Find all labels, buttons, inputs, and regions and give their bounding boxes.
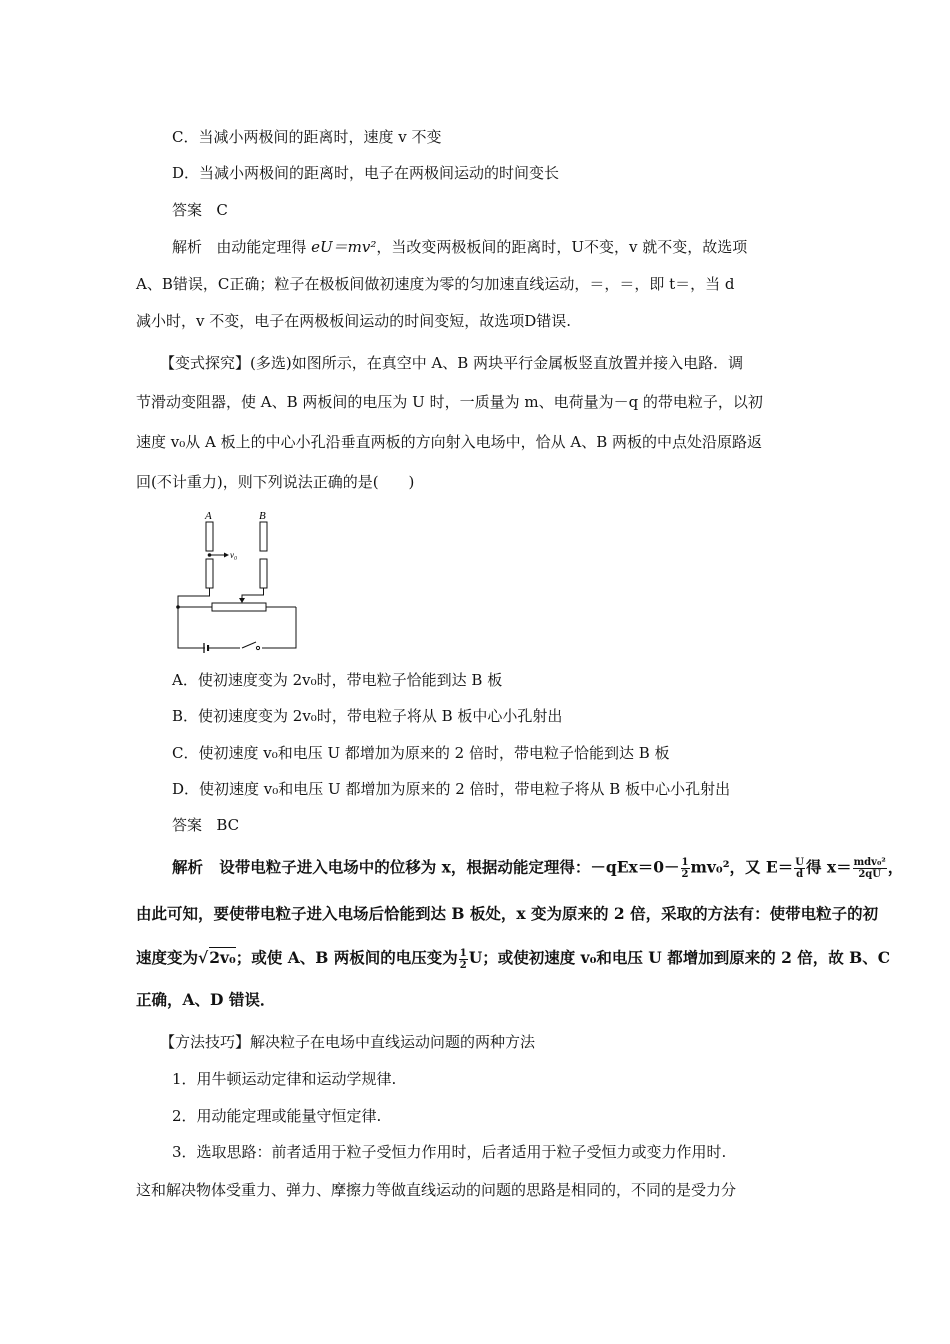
fraction-half: $\frac{1}{2}$ [681, 857, 689, 880]
q1-analysis-line-3: 减小时，v 不变，电子在两极板间运动的时间变短，故选项D错误. [136, 312, 572, 330]
plate-a-lower [206, 559, 213, 588]
switch-contact [256, 646, 259, 649]
answer-label: 答案 [172, 201, 203, 219]
q2-analysis-line-3: 速度变为√2v₀；或使 A、B 两板间的电压变为 $\frac{1}{2}$ U；或使初速度 v₀和电压 U 都增加到原来的 2 倍，故 B、C [136, 947, 891, 971]
plate-a-upper [206, 522, 213, 551]
wire-left [178, 588, 242, 648]
q2-option-b: B．使初速度变为 2v₀时，带电粒子将从 B 板中心小孔射出 [172, 707, 563, 725]
method-item-3: 3．选取思路：前者适用于粒子受恒力作用时，后者适用于粒子受恒力或变力作用时. [172, 1143, 727, 1161]
wire-right [260, 607, 296, 648]
plate-a-label: A [205, 510, 212, 522]
fraction-u-over-d: $\frac{U}{d}$ [795, 857, 804, 880]
answer-label: 答案 [172, 816, 203, 834]
fraction-x-result: $\frac{\text{mdv₀²}}{2qU}$ [853, 857, 886, 880]
plate-b-lower [260, 559, 267, 588]
velocity-label: v₀ [230, 550, 238, 560]
q2-answer [172, 815, 239, 835]
answer-value: C [216, 201, 228, 219]
method-item-2: 2．用动能定理或能量守恒定律. [172, 1107, 382, 1125]
q1-analysis-line-1: 解析 由动能定理得 eU＝mv²，当改变两极板间的距离时，U不变，v 就不变，故选项 [172, 238, 748, 256]
fraction-half: $\frac{1}{2}$ [459, 947, 467, 971]
q1-option-d: D．当减小两极间的距离时，电子在两极间运动的时间变长 [172, 164, 560, 182]
circuit-diagram [170, 507, 310, 657]
slider-wire [242, 588, 264, 600]
method-item-1: 1．用牛顿运动定律和运动学规律. [172, 1070, 397, 1088]
method-closing: 这和解决物体受重力、弹力、摩擦力等做直线运动的问题的思路是相同的，不同的是受力分 [136, 1181, 737, 1199]
analysis-label: 解析 [172, 857, 204, 877]
q2-option-c: C．使初速度 v₀和电压 U 都增加为原来的 2 倍时，带电粒子恰能到达 B 板 [172, 744, 670, 762]
q1-answer [172, 200, 228, 220]
q2-analysis-line-1: 解析 设带电粒子进入电场中的位移为 x，根据动能定理得：－qEx＝0－ $\frac{1}{2}$ mv₀²，又 E＝ $\frac{U}{d}$ 得 x＝ $\frac{\text{mdv₀²}}{2qU}$ ， [172, 857, 904, 880]
arrow-head-icon [224, 553, 229, 558]
analysis-label: 解析 [172, 238, 203, 256]
energy-formula: eU＝mv² [311, 238, 377, 256]
q1-analysis-line-2: A、B错误，C正确；粒子在极板间做初速度为零的匀加速直线运动，＝，＝，即 t＝，当 d [136, 275, 735, 293]
q2-stem-line-3: 速度 v₀从 A 板上的中心小孔沿垂直两板的方向射入电场中，恰从 A、B 两板的中点处沿原路返 [136, 433, 763, 451]
answer-value: BC [216, 816, 240, 834]
q2-analysis-line-2: 由此可知，要使带电粒子进入电场后恰能到达 B 板处，x 变为原来的 2 倍，采取的方法有：使带电粒子的初 [136, 904, 879, 923]
particle-dot [208, 553, 212, 557]
plate-b-upper [260, 522, 267, 551]
q2-stem-line-2: 节滑动变阻器，使 A、B 两板间的电压为 U 时，一质量为 m、电荷量为－q 的带电粒子，以初 [136, 393, 763, 411]
q2-stem-line-1: 【变式探究】(多选)如图所示，在真空中 A、B 两块平行金属板竖直放置并接入电路．调 [160, 354, 744, 372]
q1-option-c: C．当减小两极间的距离时，速度 v 不变 [172, 128, 442, 146]
q2-option-a: A．使初速度变为 2v₀时，带电粒子恰能到达 B 板 [172, 671, 503, 689]
q2-stem-line-4: 回(不计重力)，则下列说法正确的是( ) [136, 473, 415, 491]
method-title: 【方法技巧】解决粒子在电场中直线运动问题的两种方法 [160, 1033, 536, 1051]
sqrt-value: 2v₀ [209, 948, 236, 967]
sqrt-symbol: √ [198, 948, 209, 967]
q2-analysis-line-4: 正确，A、D 错误． [136, 990, 276, 1009]
plate-b-label: B [259, 510, 266, 522]
rheostat [212, 603, 266, 611]
slider-arrow-icon [239, 598, 245, 603]
q2-option-d: D．使初速度 v₀和电压 U 都增加为原来的 2 倍时，带电粒子将从 B 板中心小孔射出 [172, 780, 731, 798]
